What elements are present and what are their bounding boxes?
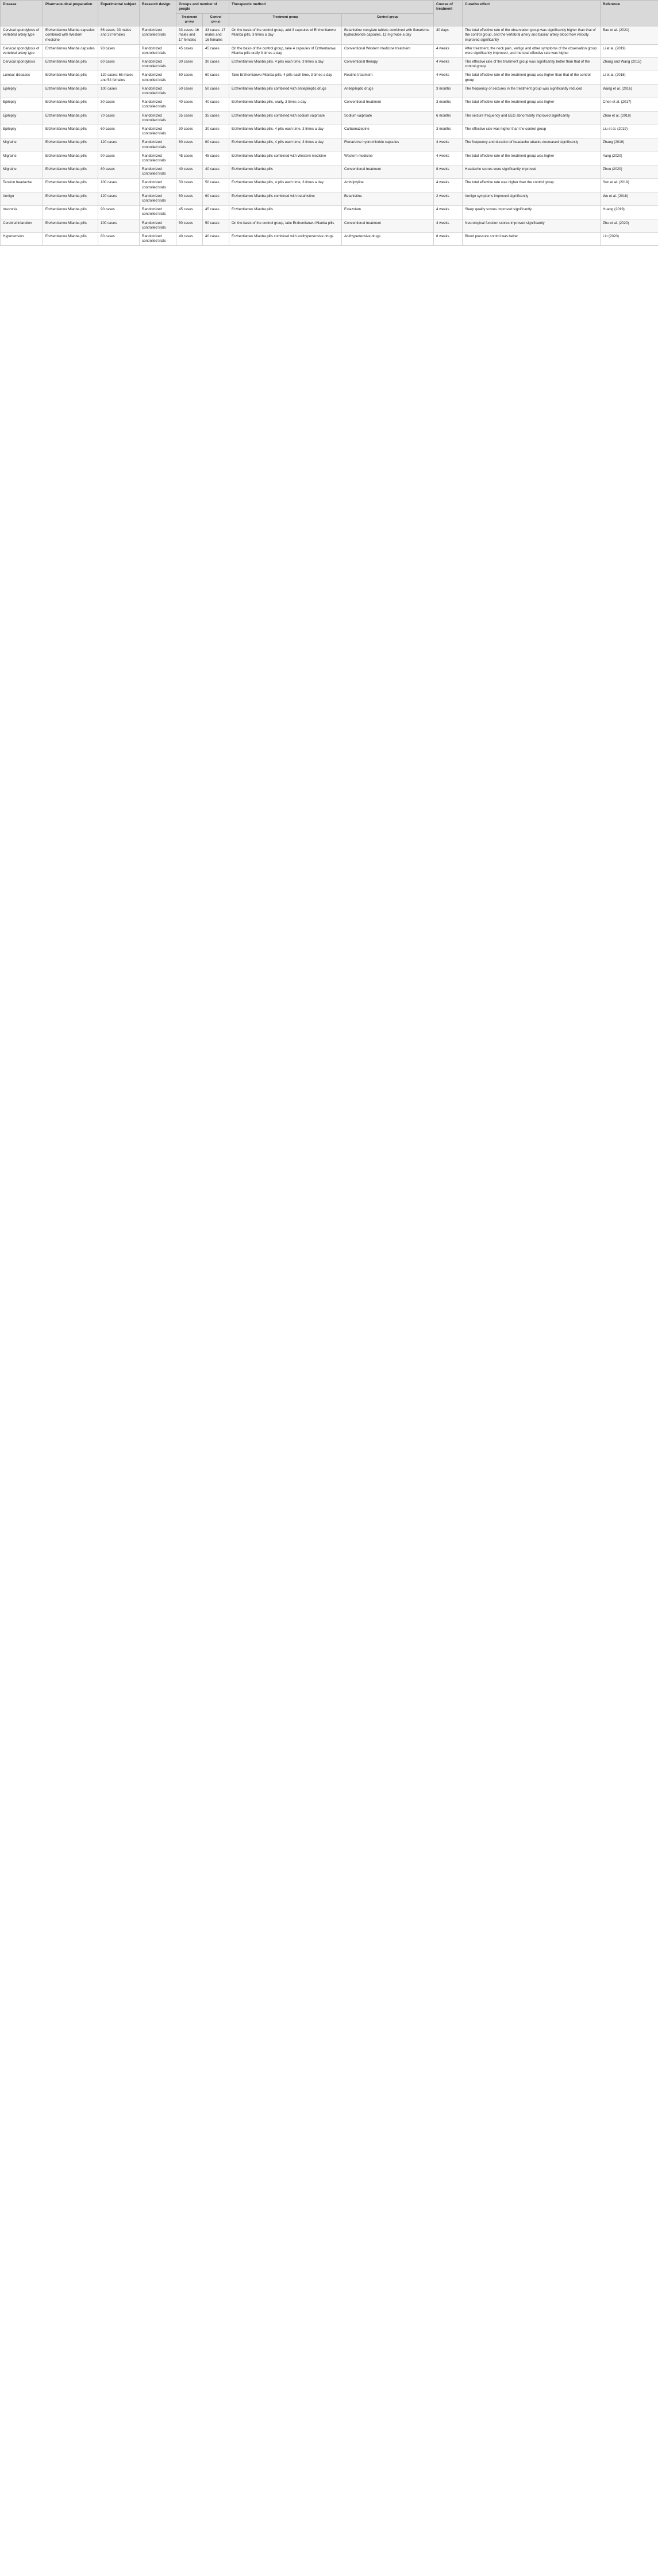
cell-design: Randomized controlled trials	[140, 26, 176, 45]
cell-treatment-group: 40 cases	[176, 98, 203, 111]
cell-prep: Erzhentianwu Mianba pills	[43, 125, 98, 138]
cell-course: 4 weeks	[434, 138, 463, 152]
cell-control-method: Conventional therapy	[342, 58, 434, 71]
cell-treatment-method: Erzhentianwu Mianba pills combined with Western medicine	[229, 152, 342, 165]
table-row	[1, 206, 658, 219]
cell-prep: Erzhentianwu Mianba pills	[43, 84, 98, 98]
cell-control-method: Estazolam	[342, 206, 434, 219]
cell-effect: Headache scores were significantly improved	[463, 165, 601, 179]
cell-course: 4 weeks	[434, 179, 463, 192]
cell-subject: 60 cases	[98, 58, 140, 71]
cell-treatment-method: On the basis of the control group, add 3 capsules of Erzhentianwu Mianba pills, 3 times a day	[229, 26, 342, 45]
cell-disease: Migraine	[1, 165, 43, 179]
cell-reference: Li et al. (2019)	[601, 44, 658, 57]
cell-course: 2 weeks	[434, 192, 463, 205]
cell-effect: The frequency and duration of headache attacks decreased significantly	[463, 138, 601, 152]
cell-control-group: 60 cases	[203, 192, 229, 205]
table-body	[1, 26, 658, 246]
header-design: Research design	[140, 1, 176, 26]
cell-course: 8 weeks	[434, 165, 463, 179]
cell-disease: Tension headache	[1, 179, 43, 192]
cell-control-method: Sodium valproate	[342, 111, 434, 125]
cell-disease: Epilepsy	[1, 125, 43, 138]
cell-prep: Erzhentianwu Mianba pills	[43, 179, 98, 192]
cell-prep: Erzhentianwu Mianba capsules combined with Western medicine	[43, 26, 98, 45]
header-prep: Pharmaceutical preparation	[43, 1, 98, 26]
cell-control-method: Western medicine	[342, 152, 434, 165]
cell-treatment-method: On the basis of the control group, take 4 capsules of Erzhentianwu Mianba pills orally 3 times a day	[229, 44, 342, 57]
cell-course: 3 months	[434, 98, 463, 111]
cell-treatment-method: Erzhentianwu Mianba pills, orally, 3 times a day	[229, 98, 342, 111]
cell-control-group: 30 cases	[203, 58, 229, 71]
cell-reference: Bao et al. (2021)	[601, 26, 658, 45]
cell-treatment-method: Erzhentianwu Mianba pills, 4 pills each time, 3 times a day	[229, 58, 342, 71]
cell-treatment-method: Erzhentianwu Mianba pills combined with antihypertensive drugs	[229, 232, 342, 245]
cell-prep: Erzhentianwu Mianba pills	[43, 206, 98, 219]
cell-effect: The frequency of seizures in the treatment group was significantly reduced	[463, 84, 601, 98]
cell-course: 4 weeks	[434, 152, 463, 165]
cell-reference: Li et al. (2018)	[601, 71, 658, 84]
cell-design: Randomized controlled trials	[140, 179, 176, 192]
cell-disease: Vertigo	[1, 192, 43, 205]
cell-treatment-method: Erzhentianwu Mianba pills combined with sodium valproate	[229, 111, 342, 125]
table-row	[1, 111, 658, 125]
cell-control-method: Carbamazepine	[342, 125, 434, 138]
cell-control-method: Betahistine mesylate tablets combined with flunarizine hydrochloride capsules, 12 mg twice a day	[342, 26, 434, 45]
cell-subject: 66 cases: 33 males and 33 females	[98, 26, 140, 45]
cell-treatment-group: 45 cases	[176, 44, 203, 57]
cell-subject: 100 cases	[98, 179, 140, 192]
cell-reference: Zhang and Wang (2015)	[601, 58, 658, 71]
cell-design: Randomized controlled trials	[140, 165, 176, 179]
cell-effect: After treatment, the neck pain, vertigo and other symptoms of the observation group were significantly improved, and the total effective rate was higher	[463, 44, 601, 57]
cell-treatment-group: 60 cases	[176, 71, 203, 84]
table-row	[1, 138, 658, 152]
cell-treatment-group: 50 cases	[176, 219, 203, 232]
cell-reference: Huang (2019)	[601, 206, 658, 219]
cell-disease: Epilepsy	[1, 84, 43, 98]
cell-control-group: 45 cases	[203, 206, 229, 219]
cell-subject: 90 cases	[98, 44, 140, 57]
cell-disease: Epilepsy	[1, 111, 43, 125]
cell-prep: Erzhentianwu Mianba pills	[43, 138, 98, 152]
header-row	[1, 1, 658, 14]
cell-disease: Cervical spondylosis of vertebral artery type	[1, 44, 43, 57]
cell-effect: Vertigo symptoms improved significantly	[463, 192, 601, 205]
table-row	[1, 179, 658, 192]
cell-subject: 100 cases	[98, 84, 140, 98]
cell-reference: Lin (2020)	[601, 232, 658, 245]
cell-effect: Blood pressure control was better	[463, 232, 601, 245]
header-reference: Reference	[601, 1, 658, 26]
table-row	[1, 58, 658, 71]
cell-control-group: 40 cases	[203, 165, 229, 179]
cell-treatment-group: 50 cases	[176, 179, 203, 192]
cell-course: 4 weeks	[434, 71, 463, 84]
cell-prep: Erzhentianwu Mianba pills	[43, 111, 98, 125]
table-row	[1, 125, 658, 138]
cell-effect: Sleep quality scores improved significantly	[463, 206, 601, 219]
cell-prep: Erzhentianwu Mianba pills	[43, 152, 98, 165]
table-row	[1, 26, 658, 45]
cell-control-method: Amitriptyline	[342, 179, 434, 192]
header-method-treatment: Treatment group	[229, 14, 342, 26]
cell-prep: Erzhentianwu Mianba pills	[43, 58, 98, 71]
cell-prep: Erzhentianwu Mianba pills	[43, 98, 98, 111]
data-table	[0, 0, 658, 246]
cell-reference: Zhou (2020)	[601, 165, 658, 179]
cell-course: 4 weeks	[434, 44, 463, 57]
cell-disease: Migraine	[1, 138, 43, 152]
cell-treatment-method: Erzhentianwu Mianba pills, 4 pills each time, 3 times a day	[229, 138, 342, 152]
cell-control-method: Flunarizine hydrochloride capsules	[342, 138, 434, 152]
cell-control-group: 40 cases	[203, 98, 229, 111]
cell-disease: Insomnia	[1, 206, 43, 219]
cell-subject: 70 cases	[98, 111, 140, 125]
cell-treatment-group: 60 cases	[176, 138, 203, 152]
cell-control-group: 50 cases	[203, 84, 229, 98]
cell-control-group: 30 cases	[203, 125, 229, 138]
cell-treatment-method: Take Erzhentianwu Mianba pills, 4 pills each time, 3 times a day	[229, 71, 342, 84]
table-row	[1, 98, 658, 111]
cell-design: Randomized controlled trials	[140, 98, 176, 111]
cell-control-method: Antiepileptic drugs	[342, 84, 434, 98]
cell-course: 6 months	[434, 111, 463, 125]
cell-subject: 80 cases	[98, 98, 140, 111]
cell-control-method: Conventional treatment	[342, 165, 434, 179]
cell-effect: The total effective rate of the treatment group was higher	[463, 98, 601, 111]
cell-disease: Epilepsy	[1, 98, 43, 111]
cell-prep: Erzhentianwu Mianba pills	[43, 219, 98, 232]
cell-effect: The total effective rate of the observation group was significantly higher than that of the control group, and the vertebral artery and basilar artery blood flow velocity improved significantly	[463, 26, 601, 45]
cell-disease: Migraine	[1, 152, 43, 165]
cell-design: Randomized controlled trials	[140, 219, 176, 232]
cell-prep: Erzhentianwu Mianba pills	[43, 192, 98, 205]
cell-design: Randomized controlled trials	[140, 206, 176, 219]
cell-design: Randomized controlled trials	[140, 84, 176, 98]
cell-control-group: 50 cases	[203, 179, 229, 192]
cell-design: Randomized controlled trials	[140, 71, 176, 84]
table-row	[1, 84, 658, 98]
cell-subject: 80 cases	[98, 165, 140, 179]
cell-subject: 90 cases	[98, 206, 140, 219]
cell-reference: Wu et al. (2018)	[601, 192, 658, 205]
cell-disease: Cerebral infarction	[1, 219, 43, 232]
cell-design: Randomized controlled trials	[140, 44, 176, 57]
cell-prep: Erzhentianwu Mianba pills	[43, 232, 98, 245]
cell-treatment-group: 60 cases	[176, 192, 203, 205]
cell-control-method: Conventional Western medicine treatment	[342, 44, 434, 57]
table-row	[1, 232, 658, 245]
header-treatment-group: Treatment group	[176, 14, 203, 26]
cell-prep: Erzhentianwu Mianba pills	[43, 71, 98, 84]
table-row	[1, 44, 658, 57]
cell-control-group: 60 cases	[203, 138, 229, 152]
cell-treatment-group: 45 cases	[176, 152, 203, 165]
cell-subject: 120 cases	[98, 138, 140, 152]
cell-treatment-group: 40 cases	[176, 165, 203, 179]
cell-course: 4 weeks	[434, 219, 463, 232]
cell-design: Randomized controlled trials	[140, 192, 176, 205]
header-method: Therapeutic method	[229, 1, 434, 14]
cell-treatment-group: 33 cases: 16 males and 17 females	[176, 26, 203, 45]
cell-treatment-group: 45 cases	[176, 206, 203, 219]
cell-reference: Zhao et al. (2018)	[601, 111, 658, 125]
table-row	[1, 219, 658, 232]
cell-design: Randomized controlled trials	[140, 125, 176, 138]
cell-course: 8 weeks	[434, 232, 463, 245]
cell-disease: Cervical spondylosis of vertebral artery type	[1, 26, 43, 45]
cell-treatment-method: Erzhentianwu Mianba pills	[229, 206, 342, 219]
cell-course: 3 months	[434, 125, 463, 138]
cell-course: 30 days	[434, 26, 463, 45]
cell-subject: 60 cases	[98, 125, 140, 138]
table-row	[1, 192, 658, 205]
cell-control-method: Conventional treatment	[342, 98, 434, 111]
cell-effect: The total effective rate of the treatment group was higher	[463, 152, 601, 165]
cell-control-method: Conventional treatment	[342, 219, 434, 232]
cell-treatment-group: 50 cases	[176, 84, 203, 98]
cell-treatment-group: 30 cases	[176, 125, 203, 138]
cell-reference: Wang et al. (2016)	[601, 84, 658, 98]
table-row	[1, 71, 658, 84]
table-row	[1, 152, 658, 165]
cell-effect: The total effective rate of the treatment group was higher than that of the control group	[463, 71, 601, 84]
cell-treatment-method: Erzhentianwu Mianba pills, 4 pills each time, 3 times a day	[229, 125, 342, 138]
cell-subject: 120 cases: 66 males and 54 females	[98, 71, 140, 84]
cell-disease: Cervical spondylosis	[1, 58, 43, 71]
cell-control-group: 60 cases	[203, 71, 229, 84]
cell-disease: Lumbar diseases	[1, 71, 43, 84]
cell-subject: 80 cases	[98, 232, 140, 245]
cell-control-method: Antihypertensive drugs	[342, 232, 434, 245]
cell-prep: Erzhentianwu Mianba pills	[43, 165, 98, 179]
cell-treatment-method: Erzhentianwu Mianba pills	[229, 165, 342, 179]
cell-control-group: 35 cases	[203, 111, 229, 125]
cell-treatment-group: 40 cases	[176, 232, 203, 245]
cell-subject: 120 cases	[98, 192, 140, 205]
cell-course: 4 weeks	[434, 58, 463, 71]
cell-reference: Zhu et al. (2020)	[601, 219, 658, 232]
cell-treatment-method: Erzhentianwu Mianba pills combined with betahistine	[229, 192, 342, 205]
header-control-group: Control group	[203, 14, 229, 26]
table-row	[1, 165, 658, 179]
cell-reference: Liu et al. (2019)	[601, 125, 658, 138]
cell-effect: The effective rate of the treatment group was significantly better than that of the control group	[463, 58, 601, 71]
cell-control-group: 45 cases	[203, 152, 229, 165]
header-course: Course of treatment	[434, 1, 463, 26]
cell-effect: The total effective rate was higher than the control group	[463, 179, 601, 192]
cell-course: 3 months	[434, 84, 463, 98]
cell-treatment-group: 35 cases	[176, 111, 203, 125]
cell-control-group: 50 cases	[203, 219, 229, 232]
cell-treatment-group: 30 cases	[176, 58, 203, 71]
cell-effect: The seizure frequency and EEG abnormality improved significantly	[463, 111, 601, 125]
cell-control-group: 33 cases: 17 males and 16 females	[203, 26, 229, 45]
cell-control-method: Routine treatment	[342, 71, 434, 84]
header-effect: Curative effect	[463, 1, 601, 26]
header-groups: Groups and number of people	[176, 1, 229, 14]
cell-design: Randomized controlled trials	[140, 152, 176, 165]
cell-effect: The effective rate was higher than the control group	[463, 125, 601, 138]
cell-reference: Chen et al. (2017)	[601, 98, 658, 111]
cell-treatment-method: Erzhentianwu Mianba pills combined with antiepileptic drugs	[229, 84, 342, 98]
cell-subject: 100 cases	[98, 219, 140, 232]
cell-design: Randomized controlled trials	[140, 111, 176, 125]
cell-disease: Hypertension	[1, 232, 43, 245]
cell-reference: Sun et al. (2019)	[601, 179, 658, 192]
cell-design: Randomized controlled trials	[140, 138, 176, 152]
cell-design: Randomized controlled trials	[140, 58, 176, 71]
header-disease: Disease	[1, 1, 43, 26]
cell-treatment-method: Erzhentianwu Mianba pills, 4 pills each time, 3 times a day	[229, 179, 342, 192]
cell-subject: 90 cases	[98, 152, 140, 165]
cell-prep: Erzhentianwu Mianba capsules	[43, 44, 98, 57]
cell-effect: Neurological function scores improved significantly	[463, 219, 601, 232]
cell-reference: Yang (2020)	[601, 152, 658, 165]
cell-design: Randomized controlled trials	[140, 232, 176, 245]
cell-control-group: 45 cases	[203, 44, 229, 57]
cell-control-group: 40 cases	[203, 232, 229, 245]
cell-course: 4 weeks	[434, 206, 463, 219]
cell-reference: Zhang (2019)	[601, 138, 658, 152]
header-method-control: Control group	[342, 14, 434, 26]
header-subject: Experimental subject	[98, 1, 140, 26]
cell-treatment-method: On the basis of the control group, take Erzhentianwu Mianba pills	[229, 219, 342, 232]
cell-control-method: Betahistine	[342, 192, 434, 205]
